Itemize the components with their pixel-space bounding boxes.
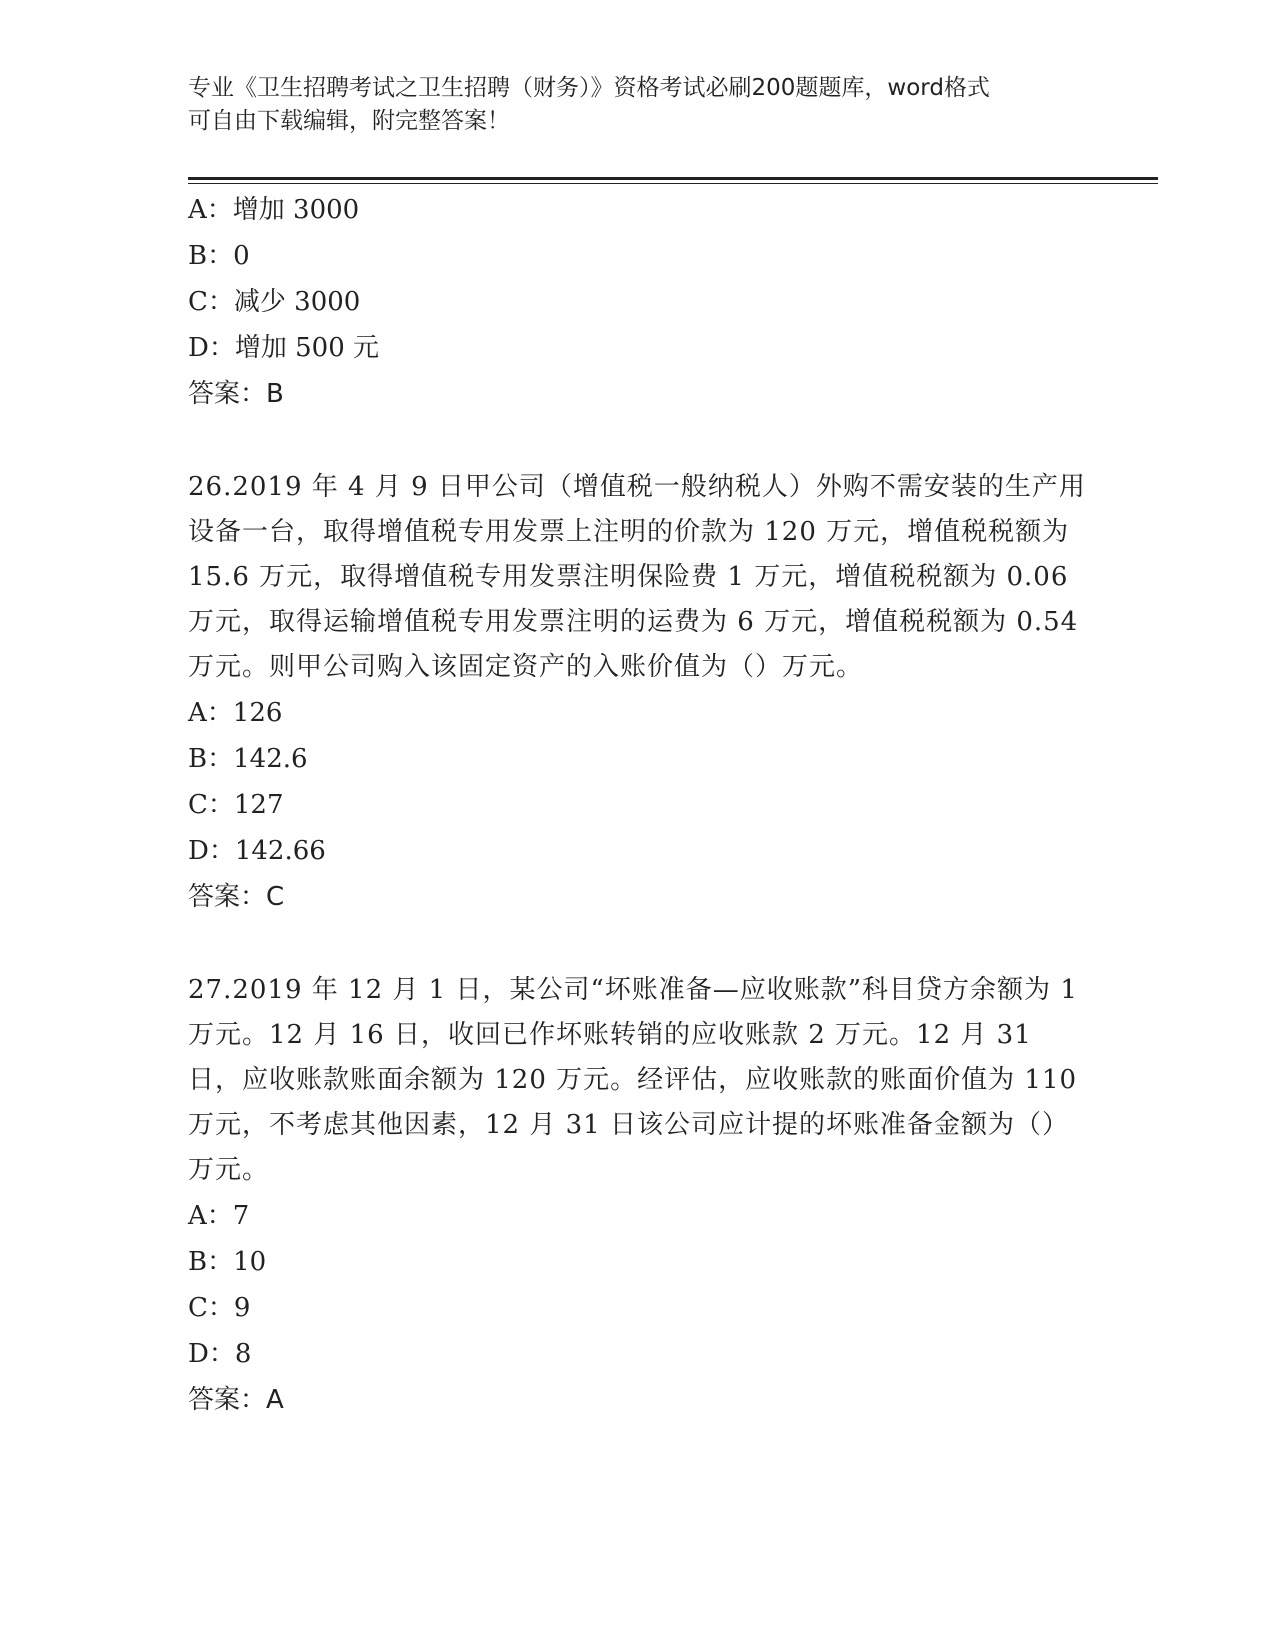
- option-a: A：7: [188, 1201, 250, 1231]
- header-rule-thin: [188, 183, 1158, 184]
- document-body: [188, 187, 1088, 1423]
- question-text: 26.2019 年 4 月 9 日甲公司（增值税一般纳税人）外购不需安装的生产用设备一台，取得增值税专用发票上注明的价款为 120 万元，增值税税额为 15.6 万元，取得增值税专用发票注明保险费 1 万元，增值税税额为 0.06 万元，取得运输增值税专用发票注明的运费为 6 万元，增值税税额为 0.54 万元。则甲公司购入该固定资产的入账价值为（）万元。: [188, 472, 1086, 682]
- answer-line: 答案：B: [188, 379, 284, 409]
- header-line-2: 可自由下载编辑，附完整答案！: [188, 108, 510, 134]
- question-26: [188, 465, 1088, 920]
- option-a: A：增加 3000: [188, 195, 360, 225]
- option-d: D：增加 500 元: [188, 333, 380, 363]
- answer-line: 答案：C: [188, 882, 285, 912]
- header-rule-thick: [188, 177, 1158, 180]
- document-header: [188, 72, 1068, 138]
- header-line-1: 专业《卫生招聘考试之卫生招聘（财务）》资格考试必刷200题题库，word格式: [188, 75, 990, 101]
- option-c: C：减少 3000: [188, 287, 361, 317]
- option-b: B：0: [188, 241, 250, 271]
- option-b: B：142.6: [188, 744, 308, 774]
- option-d: D：8: [188, 1339, 252, 1369]
- option-a: A：126: [188, 698, 283, 728]
- option-c: C：9: [188, 1293, 251, 1323]
- question-27: [188, 968, 1088, 1423]
- option-b: B：10: [188, 1247, 267, 1277]
- option-c: C：127: [188, 790, 284, 820]
- question-25-options: [188, 187, 1088, 417]
- answer-line: 答案：A: [188, 1385, 284, 1415]
- question-text: 27.2019 年 12 月 1 日，某公司“坏账准备—应收账款”科目贷方余额为 1 万元。12 月 16 日，收回已作坏账转销的应收账款 2 万元。12 月 31 日，应收账款账面余额为 120 万元。经评估，应收账款的账面价值为 110 万元，不考虑其他因素，12 月 31 日该公司应计提的坏账准备金额为（）万元。: [188, 975, 1078, 1185]
- option-d: D：142.66: [188, 836, 326, 866]
